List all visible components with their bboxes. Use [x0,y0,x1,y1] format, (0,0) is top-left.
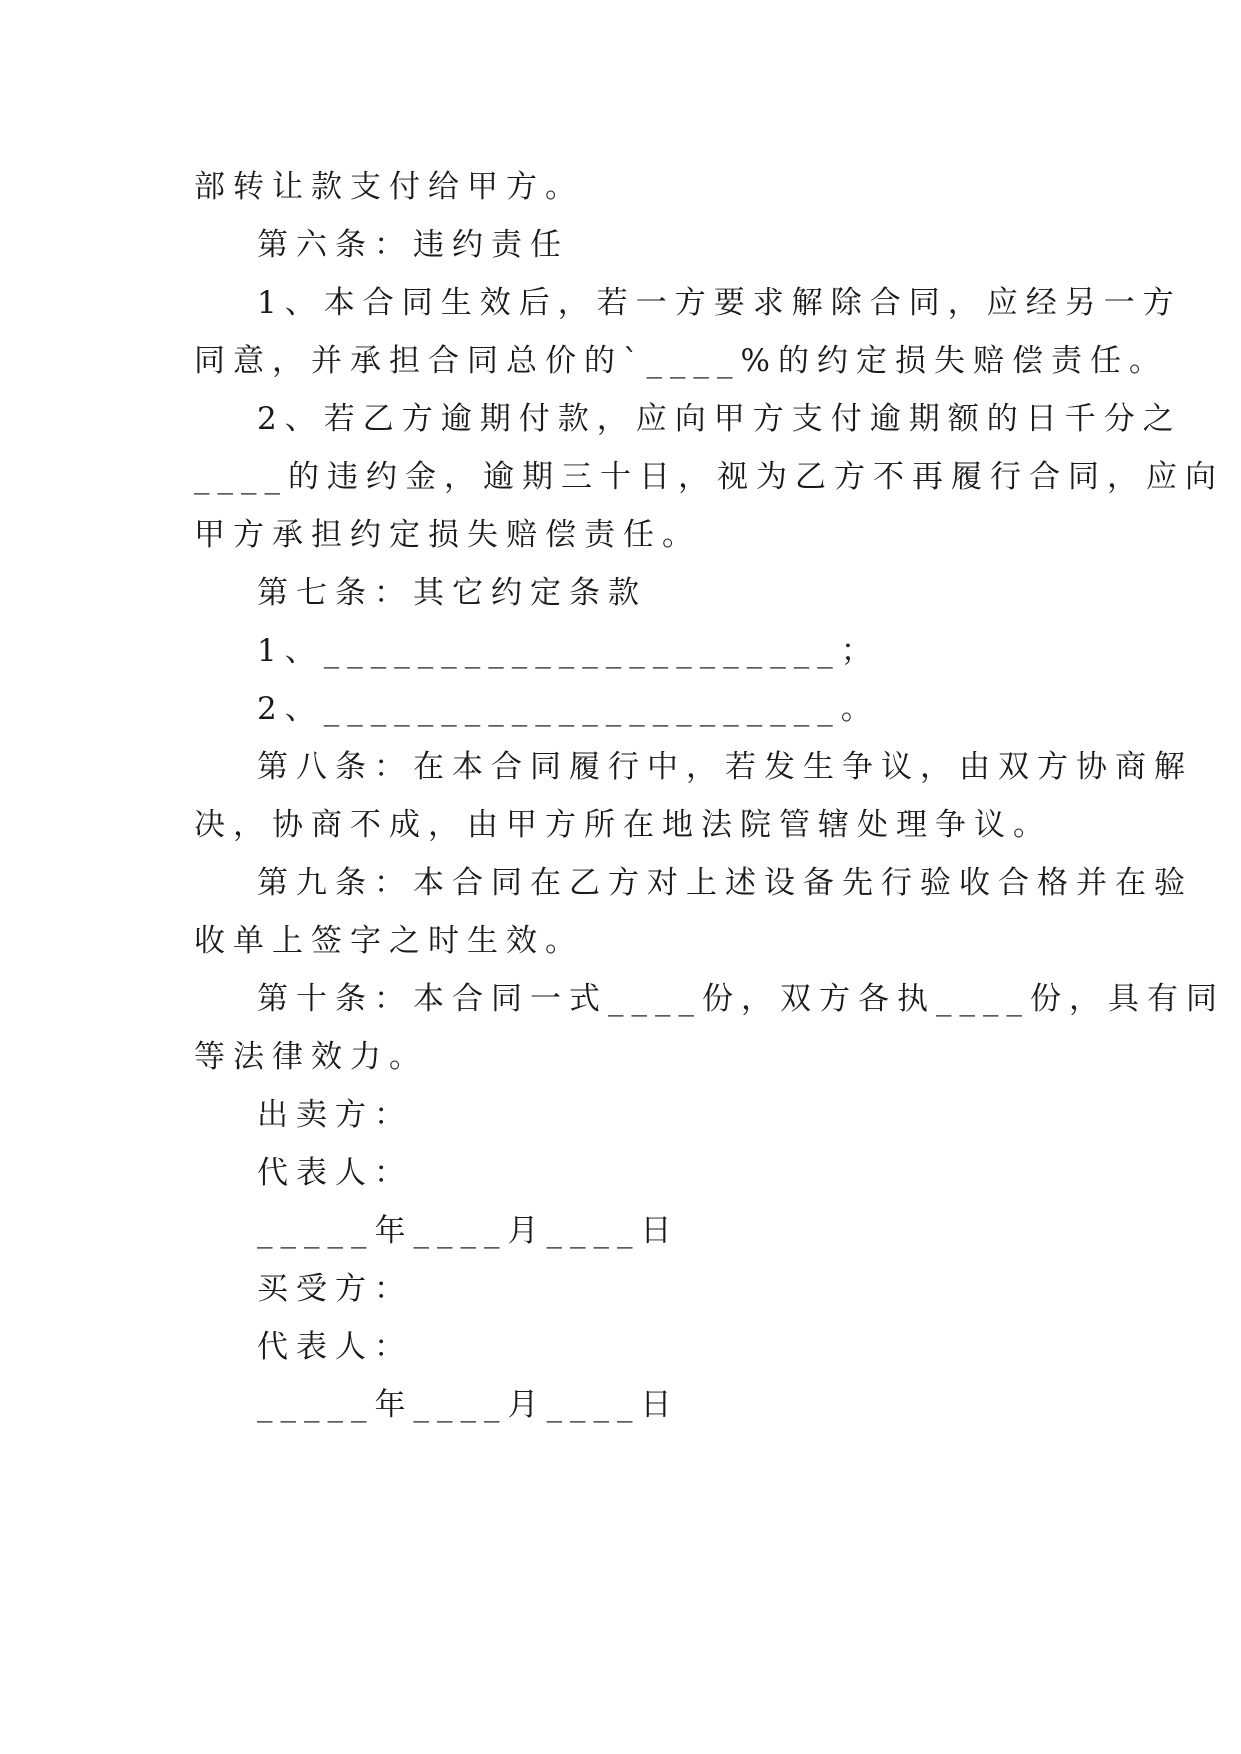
buyer-date-line: _____年____月____日 [257,1387,680,1423]
buyer-representative-label: 代表人： [257,1329,413,1365]
seller-label: 出卖方： [257,1097,413,1133]
text-line: 1、本合同生效后，若一方要求解除合同，应经另一方 [257,285,1182,321]
text-line: 收单上签字之时生效。 [194,923,584,959]
text-line: 同意，并承担合同总价的`____%的约定损失赔偿责任。 [194,343,1168,379]
text-line: 决，协商不成，由甲方所在地法院管辖处理争议。 [194,807,1052,843]
article-8: 第八条：在本合同履行中，若发生争议，由双方协商解 [257,749,1193,785]
seller-date-line: _____年____月____日 [257,1213,680,1249]
article-9: 第九条：本合同在乙方对上述设备先行验收合格并在验 [257,865,1193,901]
text-line: 甲方承担约定损失赔偿责任。 [194,517,701,553]
text-line: ____的违约金，逾期三十日，视为乙方不再履行合同，应向 [194,459,1224,495]
text-line: 2、______________________。 [257,691,880,727]
text-line: 等法律效力。 [194,1039,428,1075]
buyer-label: 买受方： [257,1271,413,1307]
text-line: 1、______________________； [257,633,880,669]
seller-representative-label: 代表人： [257,1155,413,1191]
article-7-heading: 第七条：其它约定条款 [257,575,647,611]
text-line: 2、若乙方逾期付款，应向甲方支付逾期额的日千分之 [257,401,1182,437]
article-6-heading: 第六条：违约责任 [257,227,569,263]
text-line: 部转让款支付给甲方。 [194,169,584,205]
article-10: 第十条：本合同一式____份，双方各执____份，具有同 [257,981,1225,1017]
